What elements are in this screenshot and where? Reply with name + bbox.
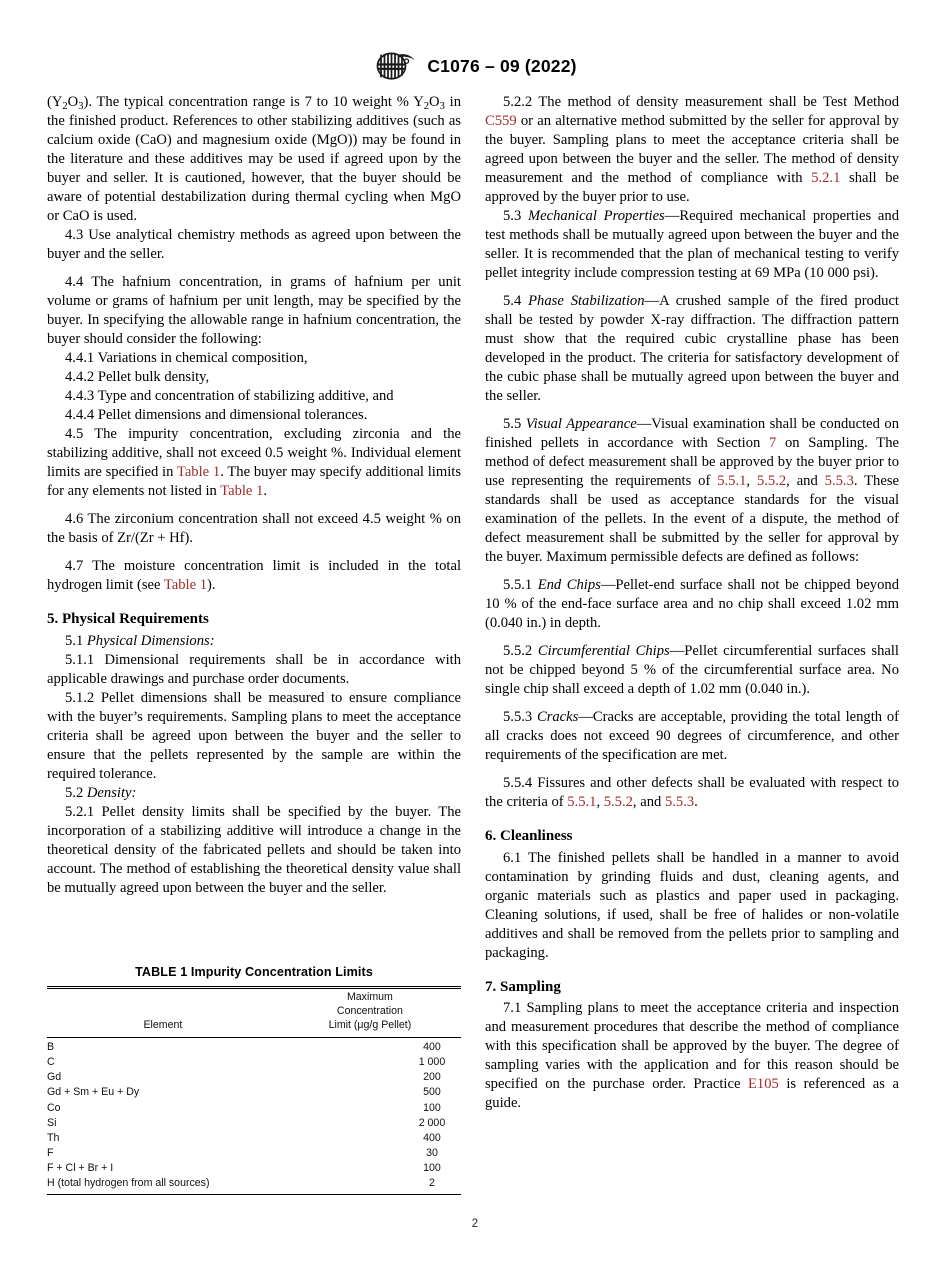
paragraph-5-2 — [47, 784, 461, 803]
text-frag: shall be approved by the buyer prior to use. — [485, 170, 899, 205]
paragraph-6-1: 6.1 The finished pellets shall be handled in a manner to avoid contamination by grinding fluids and dust, cleaning agents, and organic materials such as plastics and paper used in packaging. Cleaning solutions, if used, shall be free of halides or non-volatile additives and shall be removed from the pellets prior to sampling and packaging. — [485, 849, 899, 961]
paragraph-4-4-1: 4.4.1 Variations in chemical composition, — [65, 350, 308, 366]
section-heading-6: 6. Cleanliness — [485, 828, 573, 844]
table-row — [47, 1177, 461, 1195]
cell-limit: 400 — [423, 1040, 441, 1053]
paragraph-4-5 — [47, 425, 461, 501]
paragraph-5-2-2 — [485, 93, 899, 207]
cell-limit: 1 000 — [418, 1056, 446, 1069]
text-frag: . These standards shall be used as acceptance standards for the visual examination of the pellets. In the event of a dispute, the method of defect measurement shall be submitted by the seller for approval by the buyer. Maximum permissible defects are defined as follows: — [485, 473, 899, 565]
paragraph-5-4 — [485, 292, 899, 406]
table-bottom-rule — [47, 1194, 461, 1195]
text-frag: on Sampling. The method of defect measurement shall be approved by the buyer prior to use representing the requirements of — [485, 435, 899, 489]
cell-limit: 2 000 — [418, 1116, 446, 1129]
text-frag: , — [746, 473, 757, 489]
left-text-column — [47, 93, 461, 898]
table-row — [47, 1131, 461, 1146]
cell-element: H (total hydrogen from all sources) — [47, 1177, 210, 1190]
text-frag: ). The typical concentration range is 7 to 10 weight % Y — [83, 94, 424, 110]
cell-element: Co — [47, 1101, 61, 1114]
section-heading-5: 5. Physical Requirements — [47, 611, 209, 627]
link-5-5-2[interactable]: 5.5.2 — [756, 473, 787, 489]
clause-title: Density: — [86, 784, 137, 801]
text-frag: O — [429, 94, 440, 110]
table-row — [47, 1146, 461, 1161]
cell-limit: 2 — [429, 1177, 435, 1190]
paragraph-4-3: 4.3 Use analytical chemistry methods as agreed upon between the buyer and the seller. — [47, 227, 461, 262]
clause-number: 5.2 — [65, 784, 87, 801]
clause-title: Cracks — [536, 709, 579, 725]
paragraph-4-4-3: 4.4.3 Type and concentration of stabilizing additive, and — [65, 388, 394, 404]
cell-limit: 100 — [423, 1162, 441, 1175]
text-frag: , — [596, 794, 604, 810]
cell-limit: 30 — [426, 1147, 438, 1159]
paragraph-4-4: 4.4 The hafnium concentration, in grams of hafnium per unit volume or grams of hafnium per unit length, may be specified by the buyer. In specifying the allowable range in hafnium concentration, the buyer should consider the following: — [47, 274, 461, 347]
text-frag: —Pellet-end surface shall not be chipped beyond 10 % of the end-face surface area and no chip shall exceed 1.02 mm (0.040 in.) in depth. — [485, 577, 899, 631]
document-designation: C1076 – 09 (2022) — [427, 55, 577, 76]
text-frag: . — [263, 483, 268, 499]
text-frag: 4.7 The moisture concentration limit is included in the total hydrogen limit (see — [47, 558, 461, 593]
link-table-1[interactable]: Table 1 — [163, 577, 208, 593]
table-row — [47, 1071, 461, 1086]
link-5-2-1[interactable]: 5.2.1 — [811, 170, 841, 186]
text-frag: , and — [632, 794, 665, 810]
table-body — [47, 1038, 461, 1194]
text-frag: (Y — [47, 94, 63, 110]
clause-number: 5.1 — [65, 632, 87, 649]
paragraph-4-4-2: 4.4.2 Pellet bulk density, — [65, 369, 210, 385]
paragraph-4-7 — [47, 557, 461, 595]
subscript: 3 — [78, 100, 84, 112]
table-row — [47, 1038, 461, 1056]
cell-element: Gd — [47, 1071, 62, 1084]
paragraph-5-1-2: 5.1.2 Pellet dimensions shall be measured to ensure compliance with the buyer’s requirements. Sampling plans to meet the acceptance criteria shall be agreed upon between the buyer and the seller to ensure that the pellets represented by the sample are within the required tolerance. — [47, 689, 461, 782]
text-frag: 5.2.2 The method of density measurement shall be Test Method — [503, 94, 899, 110]
text-frag: in the finished product. References to other stabilizing additives (such as calcium oxide (CaO) and magnesium oxide (MgO)) may be found in the literature and these additives may be used if agreed upon by the buyer and seller. It is cautioned, however, that the buyer should be aware of potential destabilization during thermal cycling when MgO or CaO is used. — [47, 94, 461, 224]
link-5-5-3[interactable]: 5.5.3 — [664, 794, 695, 810]
page-header — [0, 52, 950, 80]
cell-element: Si — [47, 1116, 57, 1129]
cell-element: Th — [47, 1131, 60, 1144]
link-table-1[interactable]: Table 1 — [176, 464, 221, 480]
text-frag: 5.5.4 Fissures and other defects shall be evaluated with respect to the criteria of — [485, 775, 899, 810]
text-frag: 4.5 The impurity concentration, excluding zirconia and the stabilizing additive, shall not exceed 0.5 weight %. Individual element limits are specified in — [47, 426, 461, 480]
link-5-5-3[interactable]: 5.5.3 — [824, 473, 854, 489]
right-text-column — [485, 93, 899, 1113]
text-frag: . The buyer may specify additional limits for any elements not listed in — [47, 464, 462, 499]
cell-limit: 200 — [423, 1071, 441, 1084]
clause-title: End Chips — [537, 577, 601, 593]
table-row — [47, 1055, 461, 1070]
table-row — [47, 1086, 461, 1101]
text-frag: or an alternative method submitted by the seller for approval by the buyer. Sampling plans to meet the acceptance criteria shall be agreed upon between the buyer and the seller. The method of density measurement and the method of compliance with — [485, 113, 899, 186]
paragraph-5-2-1: 5.2.1 Pellet density limits shall be specified by the buyer. The incorporation of a stabilizing additive will introduce a change in the theoretical density of the fabricated pellets and should be taken into account. The method of establishing the theoretical density value shall be mutually agreed upon between the buyer and the seller. — [47, 803, 461, 896]
table-head — [47, 989, 461, 1037]
cell-limit: 400 — [423, 1131, 441, 1144]
cell-element: F — [47, 1147, 54, 1159]
paragraph-5-5-1 — [485, 576, 899, 633]
text-frag: —A crushed sample of the fired product shall be tested by powder X-ray diffraction. The diffraction pattern must show that the required cubic crystalline phase has been developed in the product. The criteria for satisfactory development of the cubic phase shall be mutually agreed upon between the buyer and the seller. — [485, 293, 899, 404]
clause-number: 5.5.1 — [503, 577, 538, 593]
text-frag: —Visual examination shall be conducted on finished pellets in accordance with Section — [485, 416, 899, 451]
paragraph-5-5-2 — [485, 642, 899, 699]
paragraph-4-4-4: 4.4.4 Pellet dimensions and dimensional tolerances. — [65, 407, 368, 423]
clause-title: Physical Dimensions: — [86, 632, 215, 649]
cell-limit: 100 — [423, 1101, 441, 1114]
text-frag: . — [694, 794, 698, 810]
link-5-5-2[interactable]: 5.5.2 — [603, 794, 633, 810]
text-frag: ). — [207, 577, 216, 593]
link-e105[interactable]: E105 — [747, 1076, 779, 1092]
section-heading-7: 7. Sampling — [485, 978, 561, 995]
paragraph-5-5 — [485, 415, 899, 567]
subscript: 2 — [423, 100, 430, 112]
link-table-1[interactable]: Table 1 — [220, 483, 264, 499]
clause-number: 5.5 — [503, 416, 526, 432]
clause-number: 5.3 — [503, 208, 529, 224]
text-frag: O — [67, 94, 79, 110]
limit-header-line-1: Maximum — [346, 991, 393, 1003]
clause-title: Mechanical Properties — [528, 208, 665, 224]
text-frag: is referenced as a guide. — [485, 1076, 899, 1111]
link-section-7[interactable]: 7 — [768, 435, 777, 451]
column-header-limit — [279, 989, 461, 1037]
limit-header-line-3: Limit (μg/g Pellet) — [328, 1018, 412, 1031]
subscript: 2 — [62, 100, 68, 112]
paragraph-5-1 — [47, 632, 461, 651]
table-row — [47, 1116, 461, 1131]
link-5-5-1[interactable]: 5.5.1 — [717, 473, 747, 489]
impurity-concentration-table — [47, 989, 461, 1037]
paragraph-5-5-3 — [485, 708, 899, 765]
clause-title: Phase Stabilization — [528, 293, 645, 309]
table-1-caption: TABLE 1 Impurity Concentration Limits — [135, 965, 373, 979]
text-frag: 7.1 Sampling plans to meet the acceptance criteria and inspection and measurement procedures that describe the method of compliance with this specification shall be approved by the buyer. The degree of sampling varies with the application and for this reason should be specified on the purchase order. Practice — [485, 1000, 899, 1092]
clause-number: 5.4 — [503, 293, 529, 309]
page-number: 2 — [471, 1218, 479, 1230]
impurity-table-body — [47, 1038, 461, 1194]
paragraph-7-1 — [485, 999, 899, 1113]
paragraph-4-2-continued — [47, 93, 461, 226]
text-frag: —Pellet circumferential surfaces shall not be chipped beyond 5 % of the circumferential surface area. No single chip shall exceed a depth of 1.02 mm (0.040 in.). — [485, 643, 899, 697]
link-c559[interactable]: C559 — [485, 113, 517, 129]
clause-number: 5.5.2 — [503, 643, 538, 659]
cell-element: F + Cl + Br + I — [47, 1162, 114, 1175]
paragraph-5-5-4 — [485, 774, 899, 812]
cell-limit: 500 — [423, 1086, 441, 1099]
text-frag: , and — [786, 473, 825, 489]
astm-logo-icon — [373, 52, 417, 80]
table-row — [47, 1162, 461, 1177]
table-1-container — [47, 965, 461, 1195]
table-header-row — [47, 989, 461, 1037]
clause-title: Circumferential Chips — [537, 643, 670, 659]
paragraph-4-6: 4.6 The zirconium concentration shall not exceed 4.5 weight % on the basis of Zr/(Zr + Hf). — [47, 511, 461, 546]
text-frag: —Cracks are acceptable, providing the total length of all cracks does not exceed 90 degrees of circumference, and other requirements of the specification are met. — [485, 709, 900, 763]
paragraph-5-3 — [485, 207, 899, 283]
cell-element: B — [47, 1040, 55, 1053]
paragraph-5-1-1: 5.1.1 Dimensional requirements shall be in accordance with applicable drawings and purchase order documents. — [47, 651, 461, 687]
column-header-element: Element — [143, 1018, 183, 1031]
cell-element: Gd + Sm + Eu + Dy — [47, 1086, 140, 1099]
clause-number: 5.5.3 — [503, 709, 537, 725]
limit-header-line-2: Concentration — [336, 1004, 403, 1017]
table-row — [47, 1101, 461, 1116]
link-5-5-1[interactable]: 5.5.1 — [567, 794, 597, 810]
clause-title: Visual Appearance — [525, 416, 637, 432]
text-frag: —Required mechanical properties and test methods shall be mutually agreed upon between the buyer and the seller. It is recommended that the plan of mechanical testing to verify pellet integrity include compression testing at 69 MPa (10 000 psi). — [485, 208, 900, 281]
subscript: 3 — [439, 100, 445, 112]
cell-element: C — [47, 1056, 55, 1069]
